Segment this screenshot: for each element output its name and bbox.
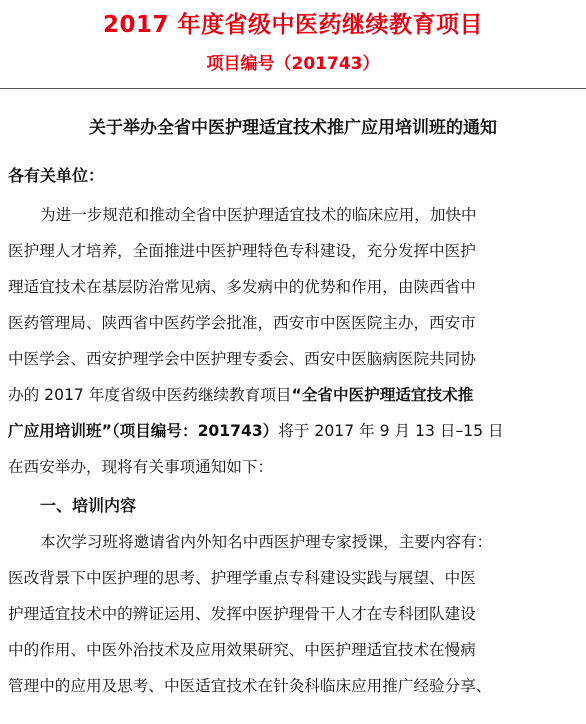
training-name-end: 广应用培训班”（项目编号：201743） xyxy=(8,422,279,440)
project-code: 项目编号（201743） xyxy=(206,54,380,74)
content-line-1: 本次学习班将邀请省内外知名中西医护理专家授课，主要内容有： xyxy=(40,533,493,551)
content-line-4: 中的作用、中医外治技术及应用效果研究、中医护理适宜技术在慢病 xyxy=(8,641,476,659)
intro-line-6-text: 办的 2017 年度省级中医药继续教育项目 xyxy=(8,386,292,404)
intro-line-6 xyxy=(8,384,473,406)
content-line-5: 管理中的应用及思考、中医适宜技术在针灸科临床应用推广经验分享、 xyxy=(8,677,492,695)
header-divider xyxy=(0,88,586,89)
intro-line-3: 理适宜技术在基层防治常见病、多发病中的优势和作用，由陕西省中 xyxy=(8,278,476,296)
intro-line-4: 医药管理局、陕西省中医药学会批准，西安市中医医院主办，西安市 xyxy=(8,314,476,332)
content-line-2: 医改背景下中医护理的思考、护理学重点专科建设实践与展望、中医 xyxy=(8,569,476,587)
section-heading-training-content: 一、培训内容 xyxy=(40,496,137,515)
salutation: 各有关单位： xyxy=(8,166,105,185)
training-name-start: “全省中医护理适宜技术推 xyxy=(291,386,474,404)
project-title: 2017 年度省级中医药继续教育项目 xyxy=(102,12,484,38)
intro-line-8: 在西安举办，现将有关事项通知如下： xyxy=(8,458,274,476)
training-dates: 将于 2017 年 9 月 13 日–15 日 xyxy=(278,422,504,440)
intro-line-1: 为进一步规范和推动全省中医护理适宜技术的临床应用，加快中 xyxy=(40,206,477,224)
intro-line-7 xyxy=(8,420,504,442)
intro-line-2: 医护理人才培养，全面推进中医护理特色专科建设，充分发挥中医护 xyxy=(8,242,476,260)
notice-title: 关于举办全省中医护理适宜技术推广应用培训班的通知 xyxy=(89,118,497,138)
content-line-3: 护理适宜技术中的辨证运用、发挥中医护理骨干人才在专科团队建设 xyxy=(8,605,476,623)
intro-line-5: 中医学会、西安护理学会中医护理专委会、西安中医脑病医院共同协 xyxy=(8,350,476,368)
